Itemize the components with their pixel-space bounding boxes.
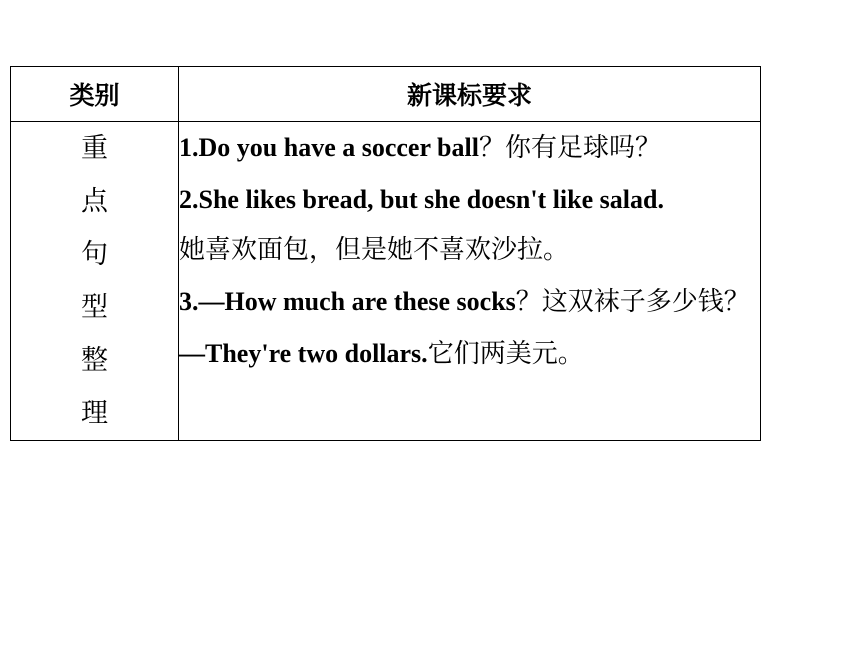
sentence-1	[179, 122, 760, 174]
sentence-4	[179, 328, 760, 380]
sentence-1-chinese: ？你有足球吗？	[478, 133, 661, 163]
sentence-2-english: 2.She likes bread, but she doesn't like salad.	[179, 185, 664, 214]
header-category: 类别	[11, 67, 179, 122]
category-char: 重	[81, 133, 108, 164]
category-char: 句	[81, 239, 108, 270]
sentence-table	[10, 66, 761, 441]
sentence-3	[179, 276, 760, 328]
category-char: 型	[81, 292, 108, 323]
category-char: 整	[81, 345, 108, 376]
sentence-cell	[179, 122, 761, 441]
category-char: 点	[81, 186, 108, 217]
sentence-3-english: 3.—How much are these socks	[179, 287, 516, 316]
category-char: 理	[81, 398, 108, 429]
sentence-4-chinese: 它们两美元。	[427, 339, 584, 369]
sentence-1-english: 1.Do you have a soccer ball	[179, 133, 479, 162]
sentence-3-chinese: ？这双袜子多少钱？	[515, 287, 750, 317]
header-requirement: 新课标要求	[179, 67, 761, 122]
sentence-2-chinese: 她喜欢面包，但是她不喜欢沙拉。	[179, 235, 570, 265]
header-row	[11, 67, 761, 122]
content-row	[11, 122, 761, 441]
category-cell	[11, 122, 179, 441]
sentence-4-english: —They're two dollars.	[179, 339, 428, 368]
